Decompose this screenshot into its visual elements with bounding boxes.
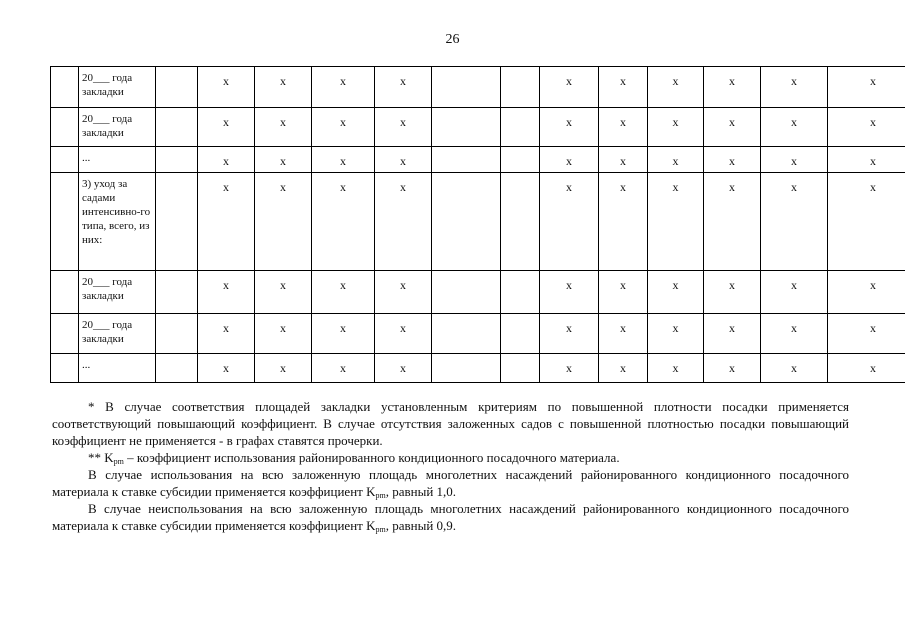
table-cell: x bbox=[198, 271, 255, 314]
table-cell: x bbox=[255, 108, 312, 147]
table-cell: x bbox=[599, 147, 648, 173]
table-cell: x bbox=[599, 108, 648, 147]
table-cell: x bbox=[312, 354, 375, 383]
table-cell: x bbox=[828, 67, 905, 108]
table-row bbox=[51, 271, 905, 314]
table-cell: x bbox=[312, 147, 375, 173]
table-cell: x bbox=[198, 354, 255, 383]
table-cell: x bbox=[828, 173, 905, 271]
row-label: 20___ года закладки bbox=[79, 108, 156, 147]
table-cell: x bbox=[375, 67, 432, 108]
table-cell: x bbox=[198, 147, 255, 173]
table-cell: x bbox=[761, 67, 828, 108]
table-cell: x bbox=[255, 173, 312, 271]
table-cell: x bbox=[599, 354, 648, 383]
table-cell: x bbox=[599, 173, 648, 271]
table-cell: x bbox=[375, 314, 432, 354]
row-index-cell bbox=[51, 147, 79, 173]
table-cell: x bbox=[704, 147, 761, 173]
table-cell: x bbox=[828, 108, 905, 147]
table-cell: x bbox=[540, 67, 599, 108]
table-cell bbox=[501, 147, 540, 173]
subsidy-table bbox=[50, 66, 905, 383]
table-cell bbox=[501, 314, 540, 354]
table-row bbox=[51, 314, 905, 354]
row-label: 20___ года закладки bbox=[79, 314, 156, 354]
table-cell: x bbox=[761, 173, 828, 271]
table-cell: x bbox=[828, 354, 905, 383]
table-cell: x bbox=[599, 67, 648, 108]
table-cell: x bbox=[704, 108, 761, 147]
row-index-cell bbox=[51, 314, 79, 354]
table-row bbox=[51, 108, 905, 147]
table-cell bbox=[432, 108, 501, 147]
table-cell: x bbox=[761, 271, 828, 314]
table-cell bbox=[156, 314, 198, 354]
table-cell: x bbox=[828, 147, 905, 173]
table-cell: x bbox=[375, 147, 432, 173]
table-cell: x bbox=[648, 354, 704, 383]
table-row bbox=[51, 354, 905, 383]
table-cell: x bbox=[828, 314, 905, 354]
table-cell: x bbox=[255, 354, 312, 383]
table-cell: x bbox=[540, 354, 599, 383]
table-cell: x bbox=[761, 354, 828, 383]
table-cell: x bbox=[648, 173, 704, 271]
table-cell bbox=[156, 354, 198, 383]
table-cell bbox=[432, 354, 501, 383]
row-index-cell bbox=[51, 354, 79, 383]
table-cell: x bbox=[761, 314, 828, 354]
table-cell: x bbox=[648, 67, 704, 108]
table-cell: x bbox=[540, 271, 599, 314]
table-cell: x bbox=[312, 314, 375, 354]
table-cell: x bbox=[540, 147, 599, 173]
table-cell: x bbox=[704, 271, 761, 314]
table-cell: x bbox=[540, 108, 599, 147]
table-cell bbox=[156, 271, 198, 314]
table-cell bbox=[432, 147, 501, 173]
table-row bbox=[51, 173, 905, 271]
table-cell: x bbox=[198, 173, 255, 271]
table-cell: x bbox=[375, 108, 432, 147]
table-cell: x bbox=[648, 271, 704, 314]
table-cell: x bbox=[704, 67, 761, 108]
table-cell bbox=[432, 271, 501, 314]
footnote-coefficient-used: В случае использования на всю заложенную площадь многолетних насаждений районированного кондиционного посадочного материала к ставке субсидии применяется коэффициент $K_{pm}$, равный 1,0. bbox=[52, 467, 849, 500]
page-number: 26 bbox=[445, 32, 460, 47]
table-cell: x bbox=[255, 67, 312, 108]
table-cell: x bbox=[540, 314, 599, 354]
row-index-cell bbox=[51, 108, 79, 147]
row-label: 3) уход за садами интенсивно-го типа, всего, из них: bbox=[79, 173, 156, 271]
table-cell: x bbox=[312, 271, 375, 314]
table-cell: x bbox=[255, 147, 312, 173]
table-cell: x bbox=[255, 271, 312, 314]
table-cell: x bbox=[198, 67, 255, 108]
table-cell: x bbox=[198, 314, 255, 354]
table-row bbox=[51, 147, 905, 173]
table-cell bbox=[432, 173, 501, 271]
row-label: ... bbox=[79, 147, 156, 173]
table-cell: x bbox=[761, 147, 828, 173]
table-cell bbox=[501, 108, 540, 147]
table-cell bbox=[432, 67, 501, 108]
table-cell bbox=[501, 271, 540, 314]
row-label: 20___ года закладки bbox=[79, 67, 156, 108]
row-label: 20___ года закладки bbox=[79, 271, 156, 314]
table-cell bbox=[156, 147, 198, 173]
footnotes bbox=[52, 398, 849, 534]
table-cell: x bbox=[648, 314, 704, 354]
table-cell: x bbox=[704, 354, 761, 383]
table-cell: x bbox=[704, 173, 761, 271]
row-index-cell bbox=[51, 173, 79, 271]
table-cell: x bbox=[599, 271, 648, 314]
table-cell: x bbox=[375, 271, 432, 314]
table-cell: x bbox=[540, 173, 599, 271]
table-cell bbox=[501, 67, 540, 108]
table-cell: x bbox=[312, 173, 375, 271]
row-index-cell bbox=[51, 271, 79, 314]
table-cell: x bbox=[198, 108, 255, 147]
table-cell: x bbox=[599, 314, 648, 354]
table-cell bbox=[501, 354, 540, 383]
table-cell bbox=[156, 67, 198, 108]
table-cell: x bbox=[828, 271, 905, 314]
table-cell bbox=[501, 173, 540, 271]
table-cell bbox=[156, 108, 198, 147]
footnote-coefficient-not-used: В случае неиспользования на всю заложенную площадь многолетних насаждений районированного кондиционного посадочного материала к ставке субсидии применяется коэффициент $K_{pm}$, равный 0,9. bbox=[52, 501, 849, 534]
footnote-density: * В случае соответствия площадей закладки установленным критериям по повышенной плотности посадки применяется соответствующий повышающий коэффициент. В случае отсутствия заложенных садов с повышенной плотностью посадки повышающий коэффициент не применяется - в графах ставятся прочерки. bbox=[52, 399, 849, 448]
table-cell: x bbox=[255, 314, 312, 354]
table-cell: x bbox=[648, 108, 704, 147]
table-cell: x bbox=[312, 67, 375, 108]
table-row bbox=[51, 67, 905, 108]
table-cell bbox=[156, 173, 198, 271]
table-cell: x bbox=[375, 354, 432, 383]
table-cell: x bbox=[375, 173, 432, 271]
table-cell bbox=[432, 314, 501, 354]
table-cell: x bbox=[704, 314, 761, 354]
row-label: ... bbox=[79, 354, 156, 383]
footnote-coefficient-definition: ** $K_{pm}$ – коэффициент использования районированного кондиционного посадочного материала. bbox=[88, 450, 620, 466]
table-cell: x bbox=[761, 108, 828, 147]
row-index-cell bbox=[51, 67, 79, 108]
table-cell: x bbox=[648, 147, 704, 173]
table-cell: x bbox=[312, 108, 375, 147]
